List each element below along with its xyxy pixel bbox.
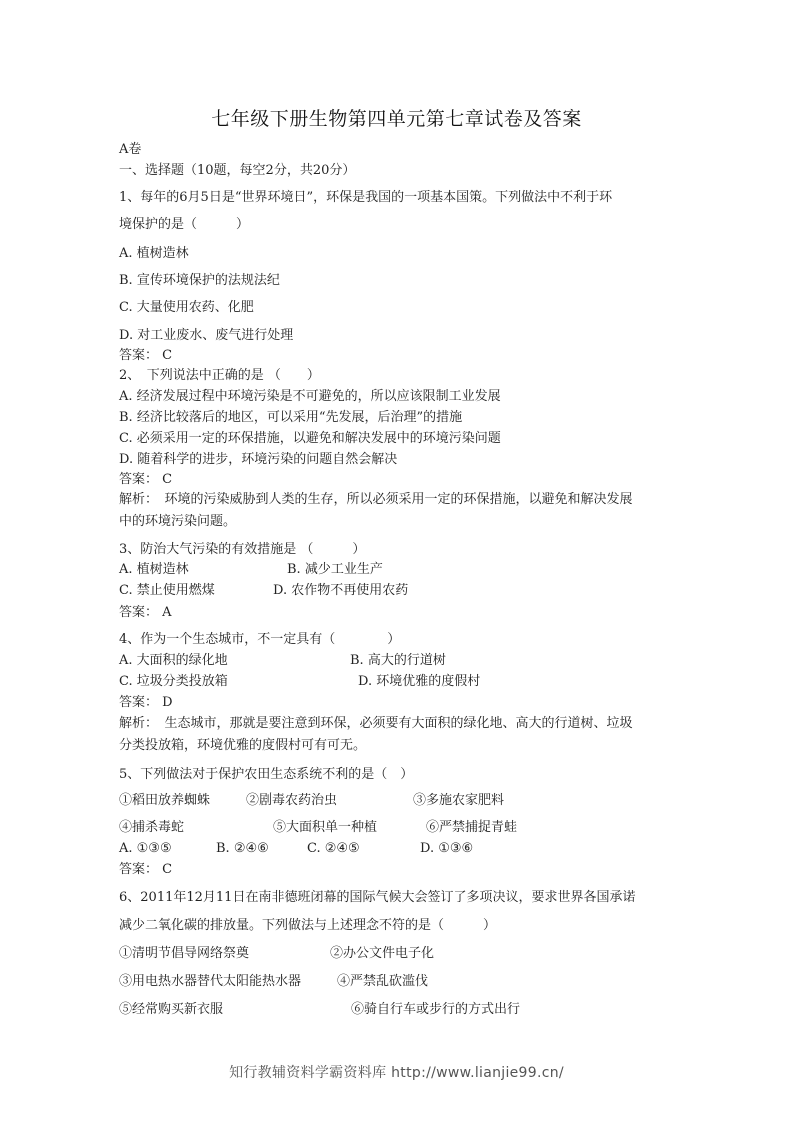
q4-stem: 4、作为一个生态城市，不一定具有（ ） [119, 632, 401, 647]
q1-answer: 答案： C [119, 348, 173, 363]
q6-item-3: ③用电热水器替代太阳能热水器 [119, 974, 302, 989]
q2-analysis-line2: 中的环境污染问题。 [119, 514, 237, 529]
q1-option-b: B. 宣传环境保护的法规法纪 [119, 273, 280, 288]
q3-stem: 3、防治大气污染的有效措施是 （ ） [119, 542, 366, 557]
section-label: A卷 [119, 142, 142, 157]
q5-stem: 5、下列做法对于保护农田生态系统不利的是（ ） [119, 767, 414, 782]
q5-item-3: ③多施农家肥料 [413, 793, 505, 808]
q6-stem-line1: 6、2011年12月11日在南非德班闭幕的国际气候大会签订了多项决议，要求世界各国承诺 [119, 890, 636, 905]
q1-option-d: D. 对工业废水、废气进行处理 [119, 328, 294, 343]
q2-option-b: B. 经济比较落后的地区，可以采用“先发展，后治理”的措施 [119, 410, 463, 425]
q4-analysis-line2: 分类投放箱，环境优雅的度假村可有可无。 [119, 738, 367, 753]
q5-answer: 答案： C [119, 862, 173, 877]
q4-answer: 答案： D [119, 695, 173, 710]
q1-option-c: C. 大量使用农药、化肥 [119, 300, 254, 315]
q1-option-a: A. 植树造林 [119, 246, 189, 261]
q5-option-a: A. ①③⑤ [119, 841, 172, 856]
q2-option-c: C. 必须采用一定的环保措施，以避免和解决发展中的环境污染问题 [119, 431, 501, 446]
q3-option-a: A. 植树造林 [119, 562, 189, 577]
q6-item-5: ⑤经常购买新衣服 [119, 1002, 224, 1017]
q5-item-5: ⑤大面积单一种植 [273, 820, 378, 835]
q6-item-2: ②办公文件电子化 [330, 946, 435, 961]
q6-stem-line2: 减少二氧化碳的排放量。下列做法与上述理念不符的是（ ） [119, 918, 497, 933]
q1-stem-line2: 境保护的是（ ） [119, 217, 250, 232]
q2-option-d: D. 随着科学的进步，环境污染的问题自然会解决 [119, 452, 398, 467]
q6-item-4: ④严禁乱砍滥伐 [337, 974, 429, 989]
q5-item-6: ⑥严禁捕捉青蛙 [426, 820, 518, 835]
q5-option-d: D. ①③⑥ [420, 841, 474, 856]
q6-item-1: ①清明节倡导网络祭奠 [119, 946, 250, 961]
q5-item-4: ④捕杀毒蛇 [119, 820, 185, 835]
q3-answer: 答案： A [119, 605, 172, 620]
q4-analysis-line1: 解析： 生态城市，那就是要注意到环保，必须要有大面积的绿化地、高大的行道树、垃圾 [119, 716, 633, 731]
page-title: 七年级下册生物第四单元第七章试卷及答案 [211, 108, 582, 130]
q2-stem: 2、 下列说法中正确的是 （ ） [119, 368, 320, 383]
q5-option-b: B. ②④⑥ [216, 841, 269, 856]
q3-option-d: D. 农作物不再使用农药 [273, 583, 409, 598]
q5-option-c: C. ②④⑤ [307, 841, 360, 856]
q4-option-a: A. 大面积的绿化地 [119, 653, 228, 668]
q2-answer: 答案： C [119, 472, 173, 487]
q5-item-1: ①稻田放养蜘蛛 [119, 793, 211, 808]
q6-item-6: ⑥骑自行车或步行的方式出行 [351, 1002, 521, 1017]
q4-option-b: B. 高大的行道树 [350, 653, 446, 668]
q4-option-d: D. 环境优雅的度假村 [358, 674, 481, 689]
part-heading: 一、选择题（10题，每空2分，共20分） [119, 163, 356, 178]
q2-option-a: A. 经济发展过程中环境污染是不可避免的，所以应该限制工业发展 [119, 389, 501, 404]
q1-stem-line1: 1、每年的6月5日是“世界环境日”，环保是我国的一项基本国策。下列做法中不利于环 [119, 190, 613, 205]
q3-option-c: C. 禁止使用燃煤 [119, 583, 215, 598]
q2-analysis-line1: 解析： 环境的污染威胁到人类的生存，所以必须采用一定的环保措施，以避免和解决发展 [119, 492, 633, 507]
q4-option-c: C. 垃圾分类投放箱 [119, 674, 228, 689]
page-footer-watermark: 知行教辅资料学霸资料库 http://www.lianjie99.cn/ [229, 1065, 564, 1081]
q3-option-b: B. 减少工业生产 [287, 562, 383, 577]
q5-item-2: ②剧毒农药治虫 [246, 793, 338, 808]
